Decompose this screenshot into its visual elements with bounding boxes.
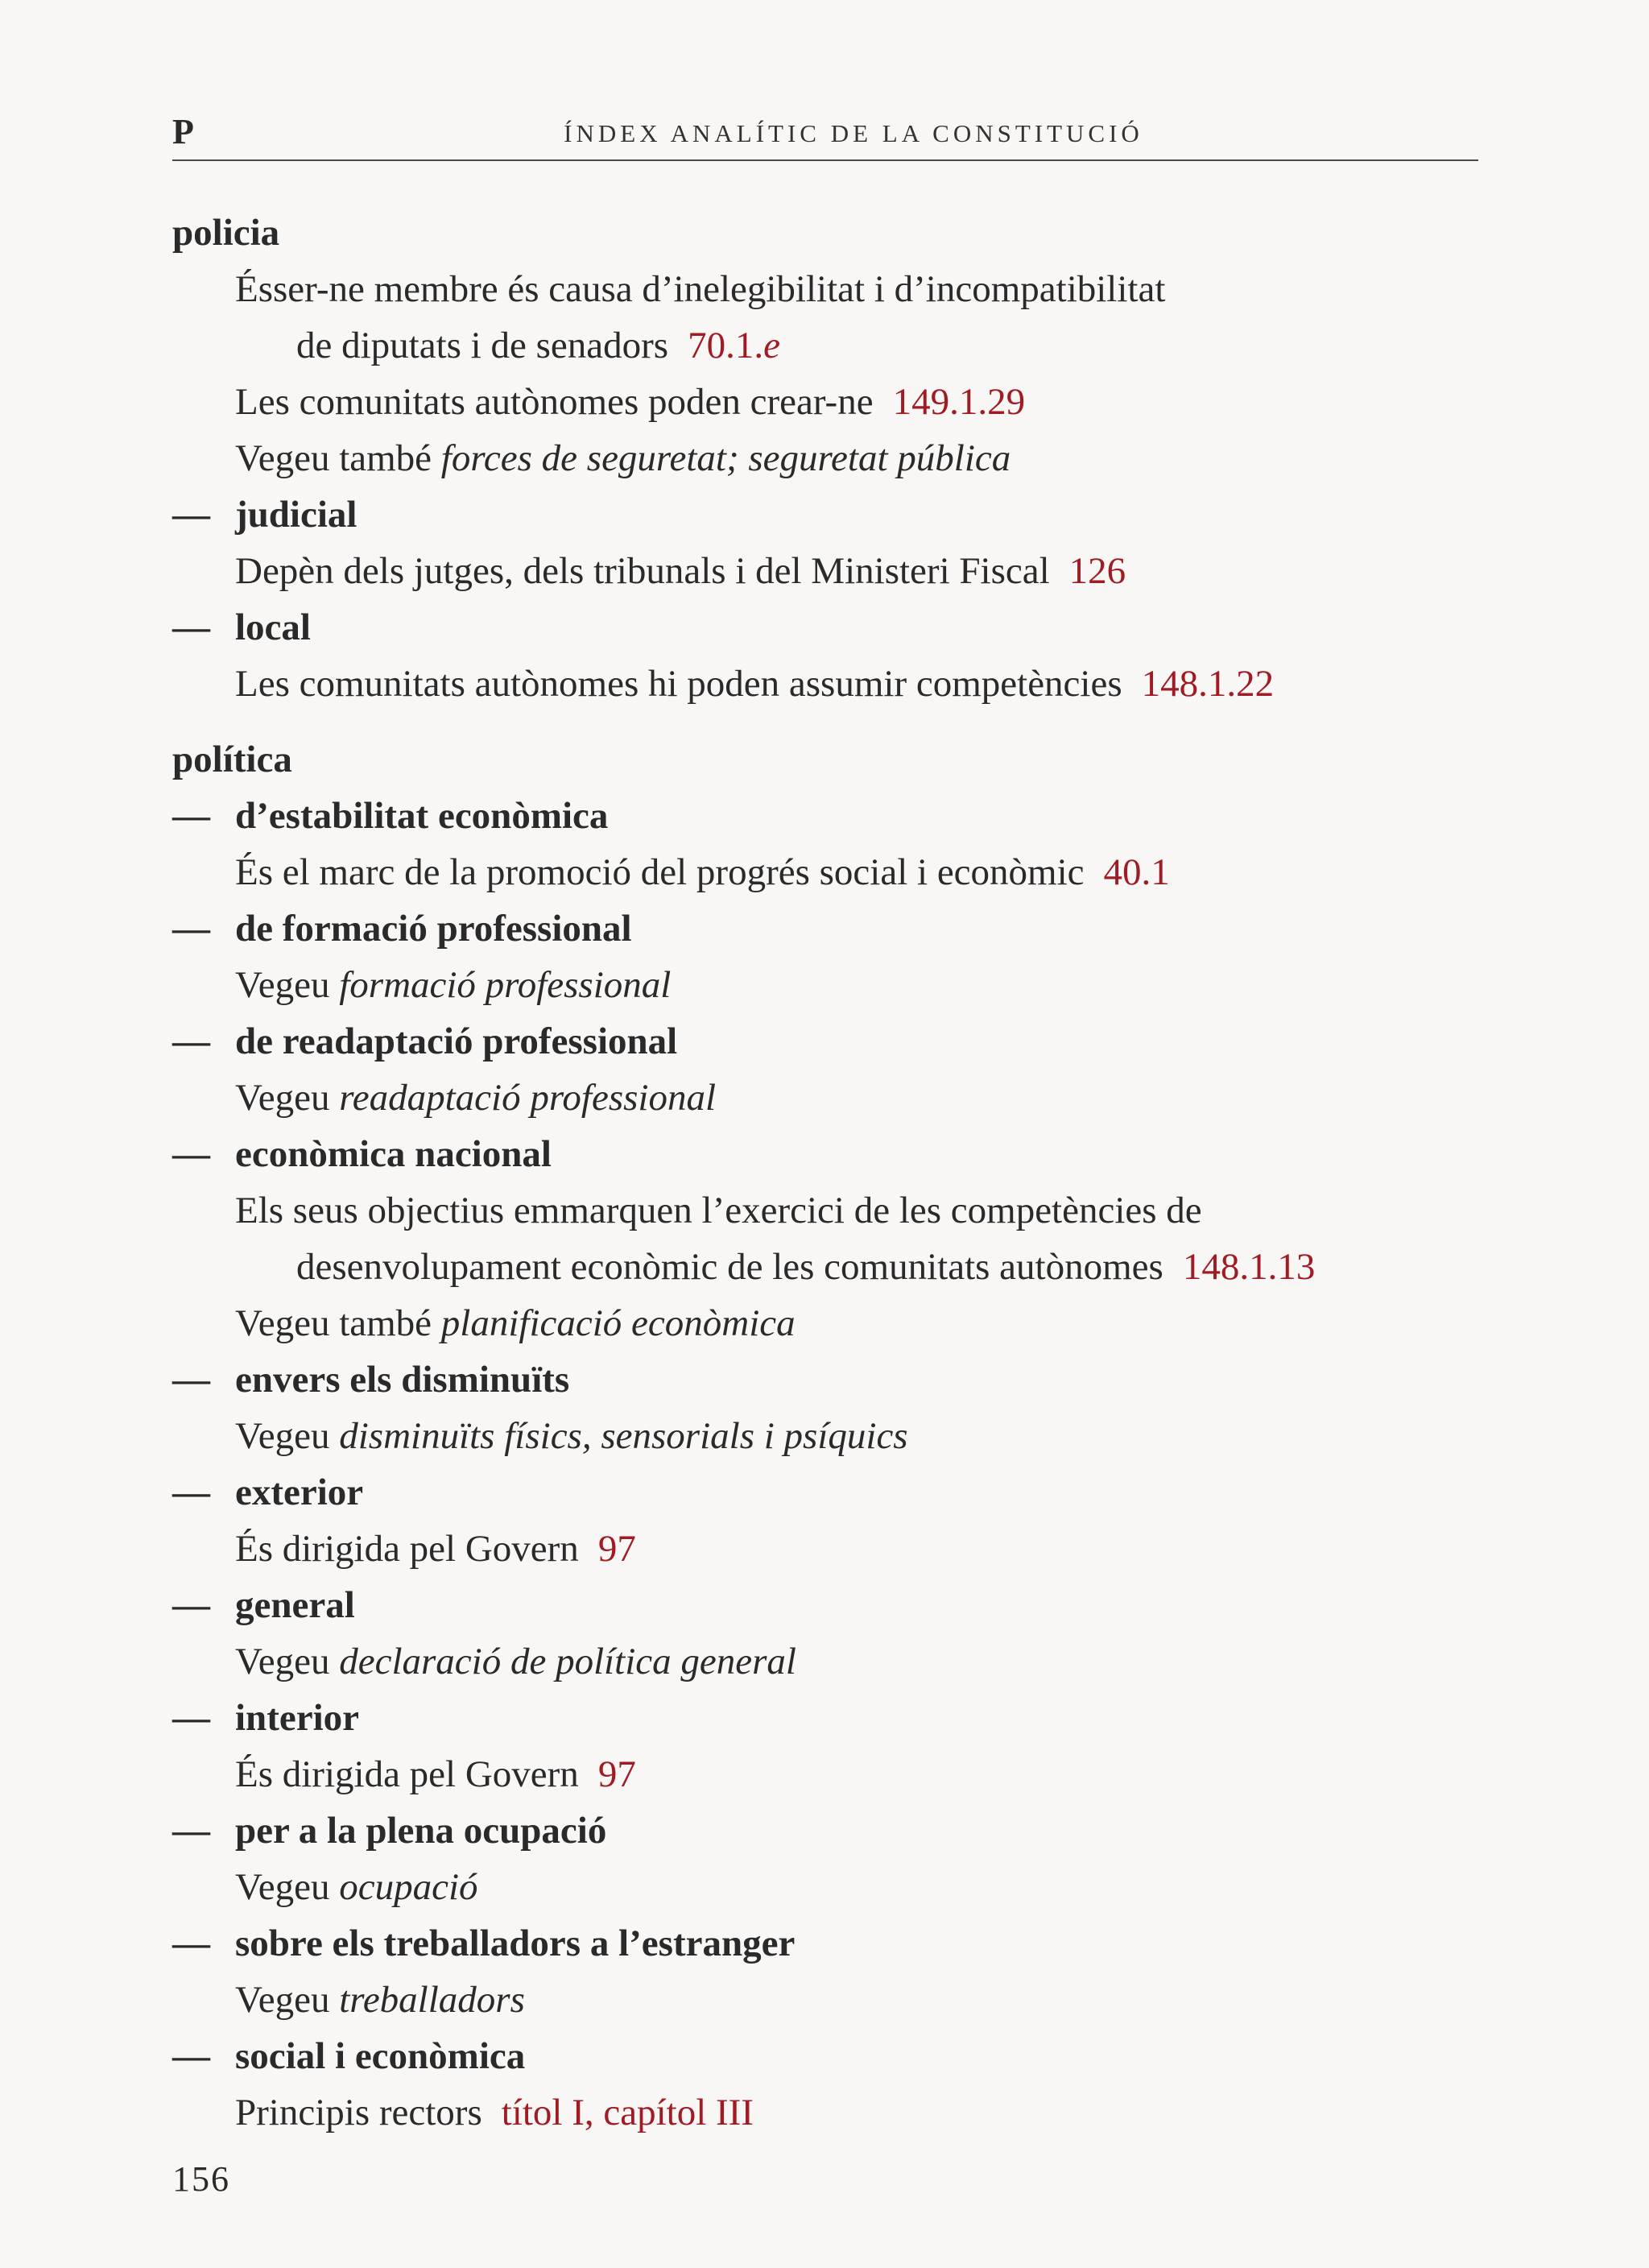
article-reference: títol I, capítol III — [501, 2092, 754, 2133]
cross-reference: ocupació — [339, 1866, 478, 1908]
entry-line: És el marc de la promoció del progrés social i econòmic 40.1 — [235, 851, 1170, 893]
article-reference: 97 — [597, 1528, 636, 1570]
entry-line-continued: de diputats i de senadors 70.1.e — [296, 325, 780, 366]
entry-line: És dirigida pel Govern 97 — [235, 1753, 636, 1795]
subentry-term: — sobre els treballadors a l’estranger — [172, 1922, 796, 1964]
article-reference: 148.1.22 — [1141, 663, 1275, 705]
subentry-term: — interior — [172, 1697, 359, 1739]
cross-reference: formació professional — [339, 964, 672, 1006]
entry-term: policia — [172, 212, 280, 254]
page-number: 156 — [172, 2159, 230, 2199]
index-content — [172, 205, 1493, 2141]
cross-reference: treballadors — [339, 1979, 525, 2021]
section-letter: P — [172, 112, 194, 151]
cross-reference: readaptació professional — [339, 1077, 717, 1119]
see-line: Vegeu declaració de política general — [235, 1641, 796, 1682]
entry-line: És dirigida pel Govern 97 — [235, 1528, 636, 1570]
subentry-term: — social i econòmica — [172, 2035, 526, 2077]
see-line: Vegeu readaptació professional — [235, 1077, 717, 1119]
entry-line-continued: desenvolupament econòmic de les comunitats autònomes 148.1.13 — [296, 1246, 1316, 1288]
entry-line: Depèn dels jutges, dels tribunals i del Ministeri Fiscal 126 — [235, 550, 1126, 592]
entry-line: Els seus objectius emmarquen l’exercici de les competències de — [235, 1190, 1202, 1231]
subentry-term: — per a la plena ocupació — [172, 1810, 607, 1852]
subentry-term: — general — [172, 1584, 355, 1626]
running-title: ÍNDEX ANALÍTIC DE LA CONSTITUCIÓ — [564, 119, 1143, 147]
entry-line: Ésser-ne membre és causa d’inelegibilitat i d’incompatibilitat — [235, 268, 1166, 310]
entry-line: Les comunitats autònomes hi poden assumir competències 148.1.22 — [235, 663, 1275, 705]
see-line: Vegeu ocupació — [235, 1866, 478, 1908]
article-reference: 148.1.13 — [1182, 1246, 1316, 1288]
see-line: Vegeu disminuïts físics, sensorials i psíquics — [235, 1415, 908, 1457]
cross-reference: disminuïts físics, sensorials i psíquics — [339, 1415, 908, 1457]
see-also-line: Vegeu també planificació econòmica — [235, 1302, 796, 1344]
running-header — [172, 111, 1478, 161]
article-reference: 126 — [1068, 550, 1126, 592]
entry-term: política — [172, 739, 292, 780]
see-line: Vegeu treballadors — [235, 1979, 525, 2021]
subentry-term: — de formació professional — [172, 908, 632, 950]
subentry-term: — econòmica nacional — [172, 1133, 552, 1175]
see-also-line: Vegeu també forces de seguretat; seguretat pública — [235, 437, 1011, 479]
article-reference: 70.1.e — [688, 325, 780, 366]
subentry-term: — judicial — [172, 494, 357, 536]
subentry-term: — de readaptació professional — [172, 1020, 678, 1062]
entry-line: Les comunitats autònomes poden crear-ne 149.1.29 — [235, 381, 1026, 423]
article-reference: 40.1 — [1103, 851, 1170, 893]
cross-reference: declaració de política general — [339, 1641, 796, 1682]
article-reference: 149.1.29 — [892, 381, 1026, 423]
article-reference: 97 — [597, 1753, 636, 1795]
cross-reference: planificació econòmica — [440, 1302, 796, 1344]
entry-line: Principis rectors títol I, capítol III — [235, 2092, 754, 2133]
subentry-term: — exterior — [172, 1471, 364, 1513]
subentry-term: — d’estabilitat econòmica — [172, 795, 609, 837]
see-line: Vegeu formació professional — [235, 964, 672, 1006]
cross-reference: forces de seguretat; seguretat pública — [440, 437, 1011, 479]
subentry-term: — envers els disminuïts — [172, 1359, 570, 1401]
subentry-term: — local — [172, 606, 311, 648]
